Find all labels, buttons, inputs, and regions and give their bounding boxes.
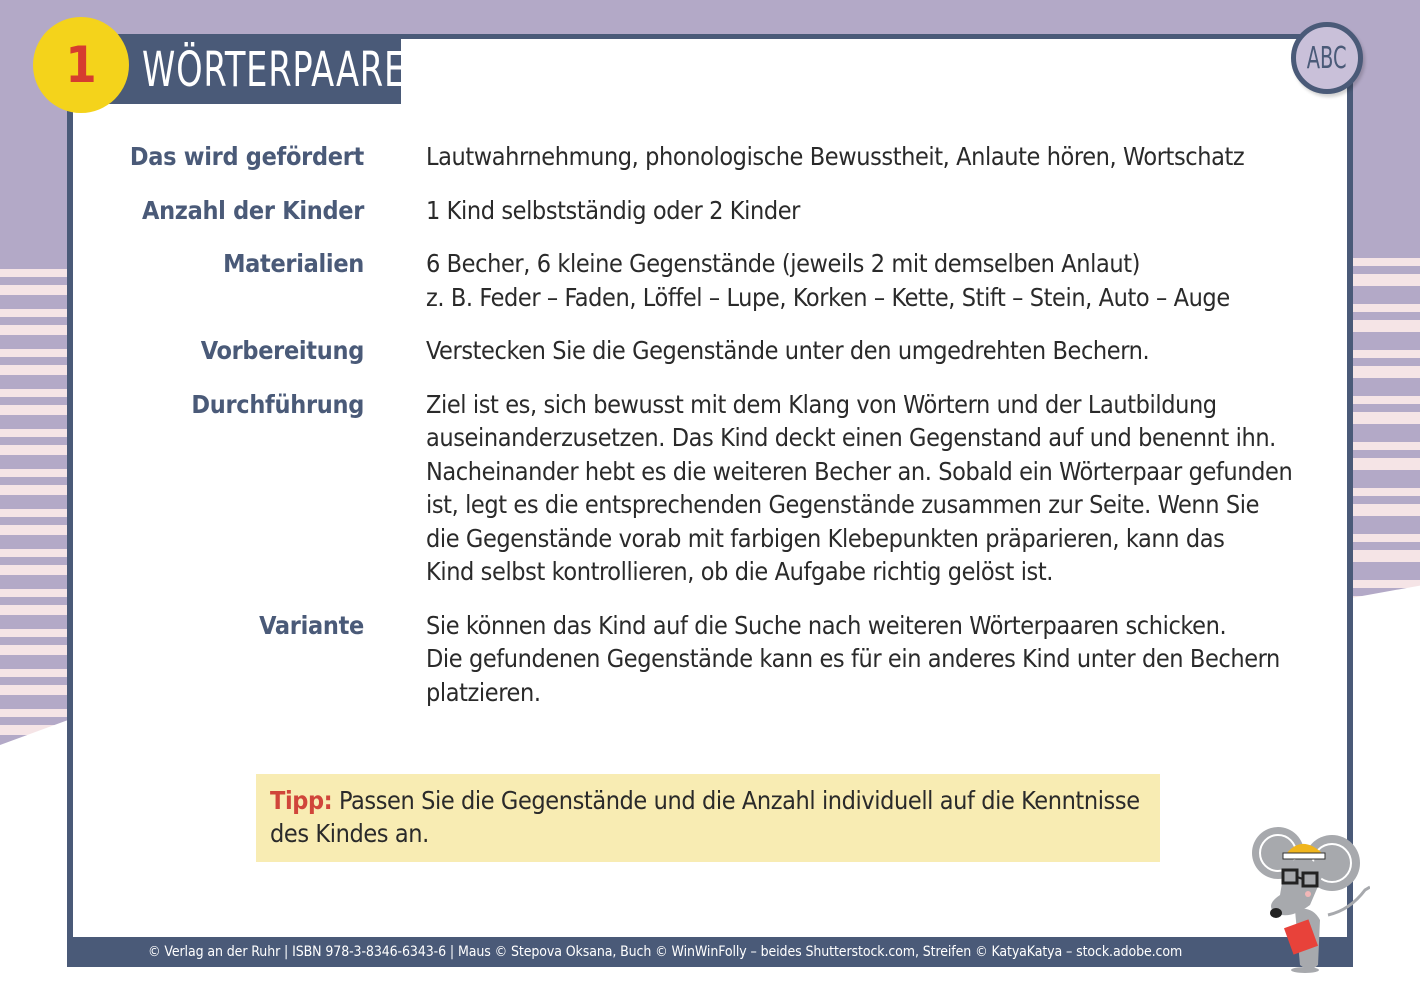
row-line: auseinanderzusetzen. Das Kind deckt einen Gegenstand auf und benennt ihn. [426, 423, 1276, 452]
mouse-mascot-icon [1250, 815, 1370, 975]
row-line: 1 Kind selbstständig oder 2 Kinder [426, 195, 801, 225]
row-line: Verstecken Sie die Gegenstände unter den umgedrehten Bechern. [426, 336, 1150, 365]
row-label: Durchführung [191, 389, 364, 419]
page-title: WÖRTERPAARE [142, 42, 407, 98]
abc-category-badge [1291, 22, 1363, 94]
row-label: Variante [259, 610, 364, 640]
row-label: Das wird gefördert [129, 142, 364, 171]
tip-label: Tipp: [270, 786, 333, 815]
row-value [426, 609, 1296, 710]
row-label: Anzahl der Kinder [141, 195, 364, 225]
tip-text: Passen Sie die Gegenstände und die Anzahl individuell auf die Kenntnisse [332, 786, 1140, 815]
row-variante [80, 609, 1300, 710]
row-value [426, 247, 1296, 314]
row-value [426, 140, 1296, 174]
row-value [426, 194, 1296, 228]
row-line: 6 Becher, 6 kleine Gegenstände (jeweils 2 mit demselben Anlaut) [426, 249, 1140, 278]
info-rows [80, 140, 1300, 729]
row-vorbereitung [80, 334, 1300, 368]
row-line: Sie können das Kind auf die Suche nach weiteren Wörterpaaren schicken. [426, 610, 1227, 640]
activity-number: 1 [65, 36, 97, 94]
tip-line-1 [270, 784, 1146, 817]
row-line: Kind selbst kontrollieren, ob die Aufgabe richtig gelöst ist. [426, 557, 1054, 586]
row-label: Vorbereitung [200, 336, 364, 365]
row-line: Die gefundenen Gegenstände kann es für ein anderes Kind unter den Bechern [426, 644, 1280, 673]
activity-number-badge [33, 17, 129, 113]
row-line: Nacheinander hebt es die weiteren Becher an. Sobald ein Wörterpaar gefunden [426, 456, 1293, 486]
tip-line-2: des Kindes an. [270, 819, 429, 848]
footer-credits: © Verlag an der Ruhr | ISBN 978-3-8346-6343-6 | Maus © Stepova Oksana, Buch © WinWinFolly – beides Shutterstock.com, Streifen © KatyaKatya – stock.adobe.com [67, 937, 1353, 967]
row-gefoerdert [80, 140, 1300, 174]
row-durchfuehrung [80, 388, 1300, 589]
row-line: die Gegenstände vorab mit farbigen Klebepunkten präparieren, kann das [426, 523, 1225, 553]
abc-badge-text: ABC [1307, 40, 1347, 76]
row-value [426, 334, 1296, 368]
row-value [426, 388, 1296, 589]
row-line: platzieren. [426, 677, 541, 707]
row-materialien [80, 247, 1300, 314]
row-line: ist, legt es die entsprechenden Gegenstände zusammen zur Seite. Wenn Sie [426, 490, 1260, 519]
row-label: Materialien [223, 249, 364, 278]
row-anzahl [80, 194, 1300, 228]
tip-box [256, 774, 1160, 862]
title-bar [100, 36, 407, 104]
row-line: Ziel ist es, sich bewusst mit dem Klang von Wörtern und der Lautbildung [426, 389, 1217, 419]
row-line: z. B. Feder – Faden, Löffel – Lupe, Korken – Kette, Stift – Stein, Auto – Auge [426, 282, 1230, 312]
row-line: Lautwahrnehmung, phonologische Bewusstheit, Anlaute hören, Wortschatz [426, 142, 1245, 171]
